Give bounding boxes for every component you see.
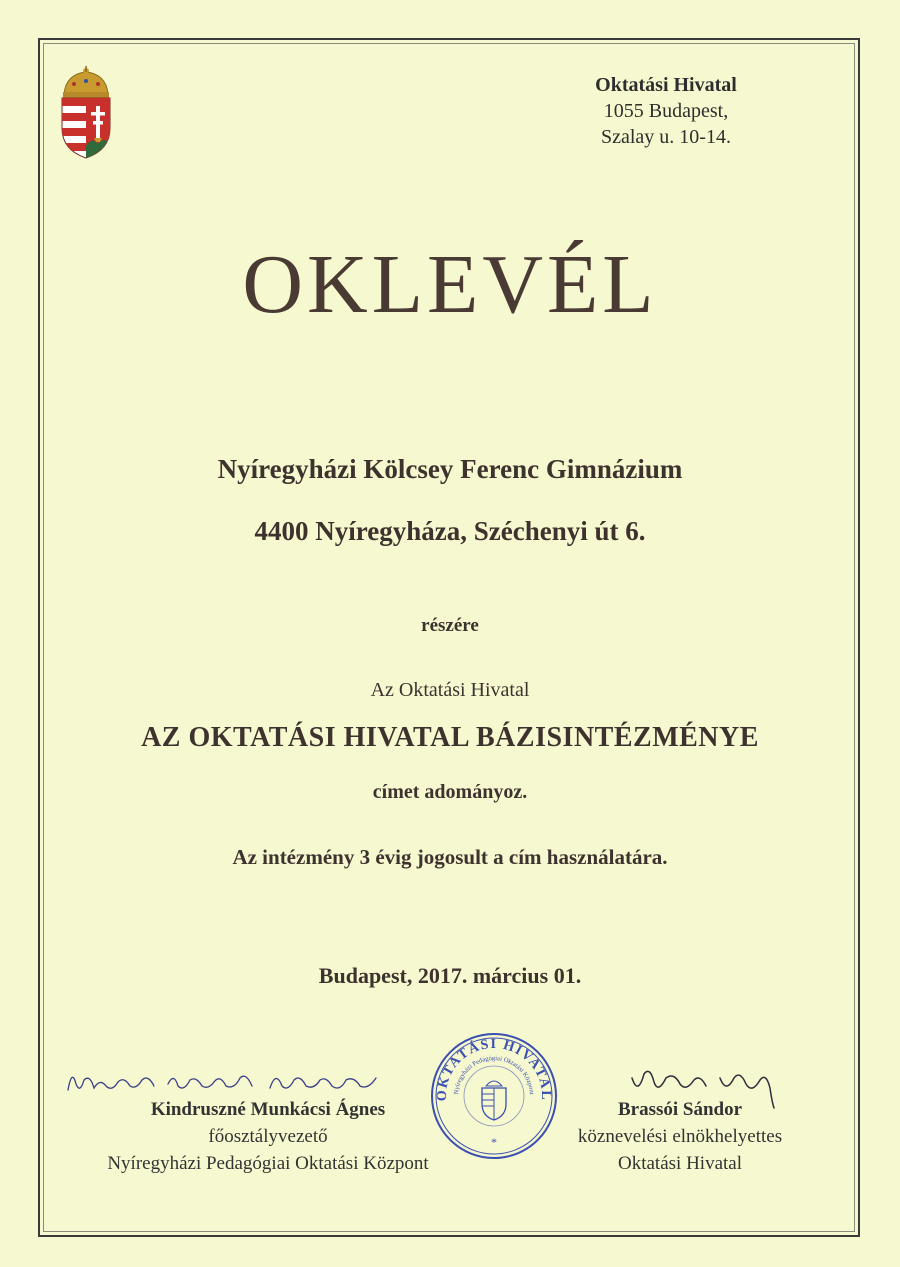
signatory-left xyxy=(52,1096,484,1177)
issuer-block xyxy=(556,72,776,150)
recipient-name: Nyíregyházi Kölcsey Ferenc Gimnázium xyxy=(217,454,683,484)
signatory-left-name: Kindruszné Munkácsi Ágnes xyxy=(150,1099,386,1120)
svg-text:OKTATÁSI HIVATAL: OKTATÁSI HIVATAL xyxy=(434,1036,554,1102)
svg-text:Nyíregyházi Pedagógiai Oktatás: Nyíregyházi Pedagógiai Oktatási Központ xyxy=(452,1054,535,1095)
signatory-right xyxy=(540,1096,820,1177)
coat-of-arms-icon xyxy=(54,66,118,160)
issuer-address-line2: Szalay u. 10-14. xyxy=(601,126,731,148)
award-grants: címet adományoz. xyxy=(372,781,528,803)
signatory-left-position: főosztályvezető xyxy=(208,1126,328,1147)
award-title: AZ OKTATÁSI HIVATAL BÁZISINTÉZMÉNYE xyxy=(141,722,759,753)
document-title: OKLEVÉL xyxy=(242,238,658,331)
issuer-name: Oktatási Hivatal xyxy=(595,74,737,96)
award-validity: Az intézmény 3 évig jogosult a cím használatára. xyxy=(232,845,668,869)
svg-text:*: * xyxy=(491,1135,497,1149)
signatory-left-organization: Nyíregyházi Pedagógiai Oktatási Központ xyxy=(107,1153,429,1174)
left-signature-icon xyxy=(64,1064,384,1098)
signatory-right-position: köznevelési elnökhelyettes xyxy=(577,1126,783,1147)
issuer-address-line1: 1055 Budapest, xyxy=(603,100,729,122)
recipient-address: 4400 Nyíregyháza, Széchenyi út 6. xyxy=(254,516,646,546)
signatory-right-organization: Oktatási Hivatal xyxy=(618,1153,742,1174)
official-stamp-icon xyxy=(428,1030,560,1162)
issue-date: Budapest, 2017. március 01. xyxy=(318,963,582,988)
award-intro: Az Oktatási Hivatal xyxy=(370,679,530,701)
signatory-right-name: Brassói Sándor xyxy=(617,1099,743,1120)
for-text: részére xyxy=(421,615,479,636)
